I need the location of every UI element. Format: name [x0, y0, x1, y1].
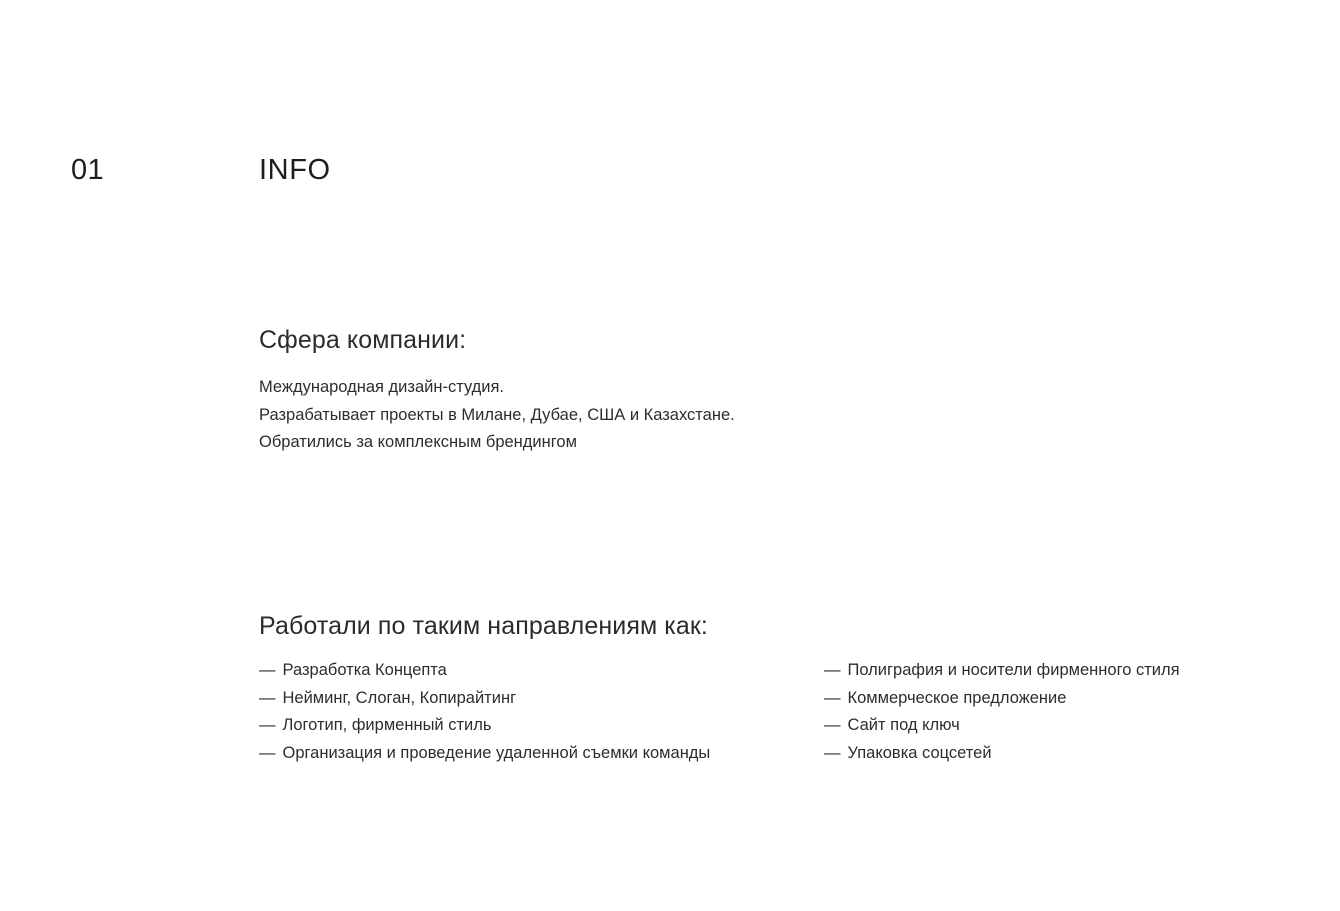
- list-item: [824, 740, 1264, 768]
- em-dash-bullet-icon: —: [824, 716, 841, 734]
- directions-heading: Работали по таким направлениям как:: [259, 611, 708, 640]
- slide-section-kicker: INFO: [259, 154, 331, 186]
- slide-number: 01: [71, 154, 105, 186]
- service-label: Полиграфия и носители фирменного стиля: [847, 661, 1180, 679]
- list-item: [259, 712, 819, 740]
- services-column-left: [259, 657, 819, 767]
- em-dash-bullet-icon: —: [824, 688, 841, 707]
- list-item: [259, 685, 819, 713]
- scope-line: Обратились за комплексным брендингом: [259, 433, 577, 451]
- list-item: [259, 740, 819, 768]
- service-label: Сайт под ключ: [847, 716, 960, 734]
- em-dash-bullet-icon: —: [824, 743, 841, 762]
- list-item: [824, 712, 1264, 740]
- scope-line: Разрабатывает проекты в Милане, Дубае, США и Казахстане.: [259, 405, 735, 424]
- em-dash-bullet-icon: —: [259, 743, 276, 762]
- list-item: [259, 657, 819, 685]
- services-column-right: [824, 657, 1264, 767]
- scope-heading: Сфера компании:: [259, 325, 467, 354]
- slide-header: [0, 148, 1340, 192]
- service-label: Логотип, фирменный стиль: [282, 716, 492, 734]
- service-label: Разработка Концепта: [282, 661, 447, 679]
- service-label: Нейминг, Слоган, Копирайтинг: [282, 688, 517, 707]
- service-label: Организация и проведение удаленной съемки команды: [282, 743, 711, 762]
- em-dash-bullet-icon: —: [259, 716, 276, 734]
- em-dash-bullet-icon: —: [259, 688, 276, 707]
- list-item: [824, 657, 1264, 685]
- em-dash-bullet-icon: —: [824, 661, 841, 679]
- em-dash-bullet-icon: —: [259, 661, 276, 679]
- service-label: Коммерческое предложение: [847, 688, 1067, 707]
- list-item: [824, 685, 1264, 713]
- scope-paragraph: [259, 374, 1079, 457]
- services-list: [0, 657, 1340, 777]
- service-label: Упаковка соцсетей: [847, 743, 992, 762]
- scope-line: Международная дизайн-студия.: [259, 378, 505, 396]
